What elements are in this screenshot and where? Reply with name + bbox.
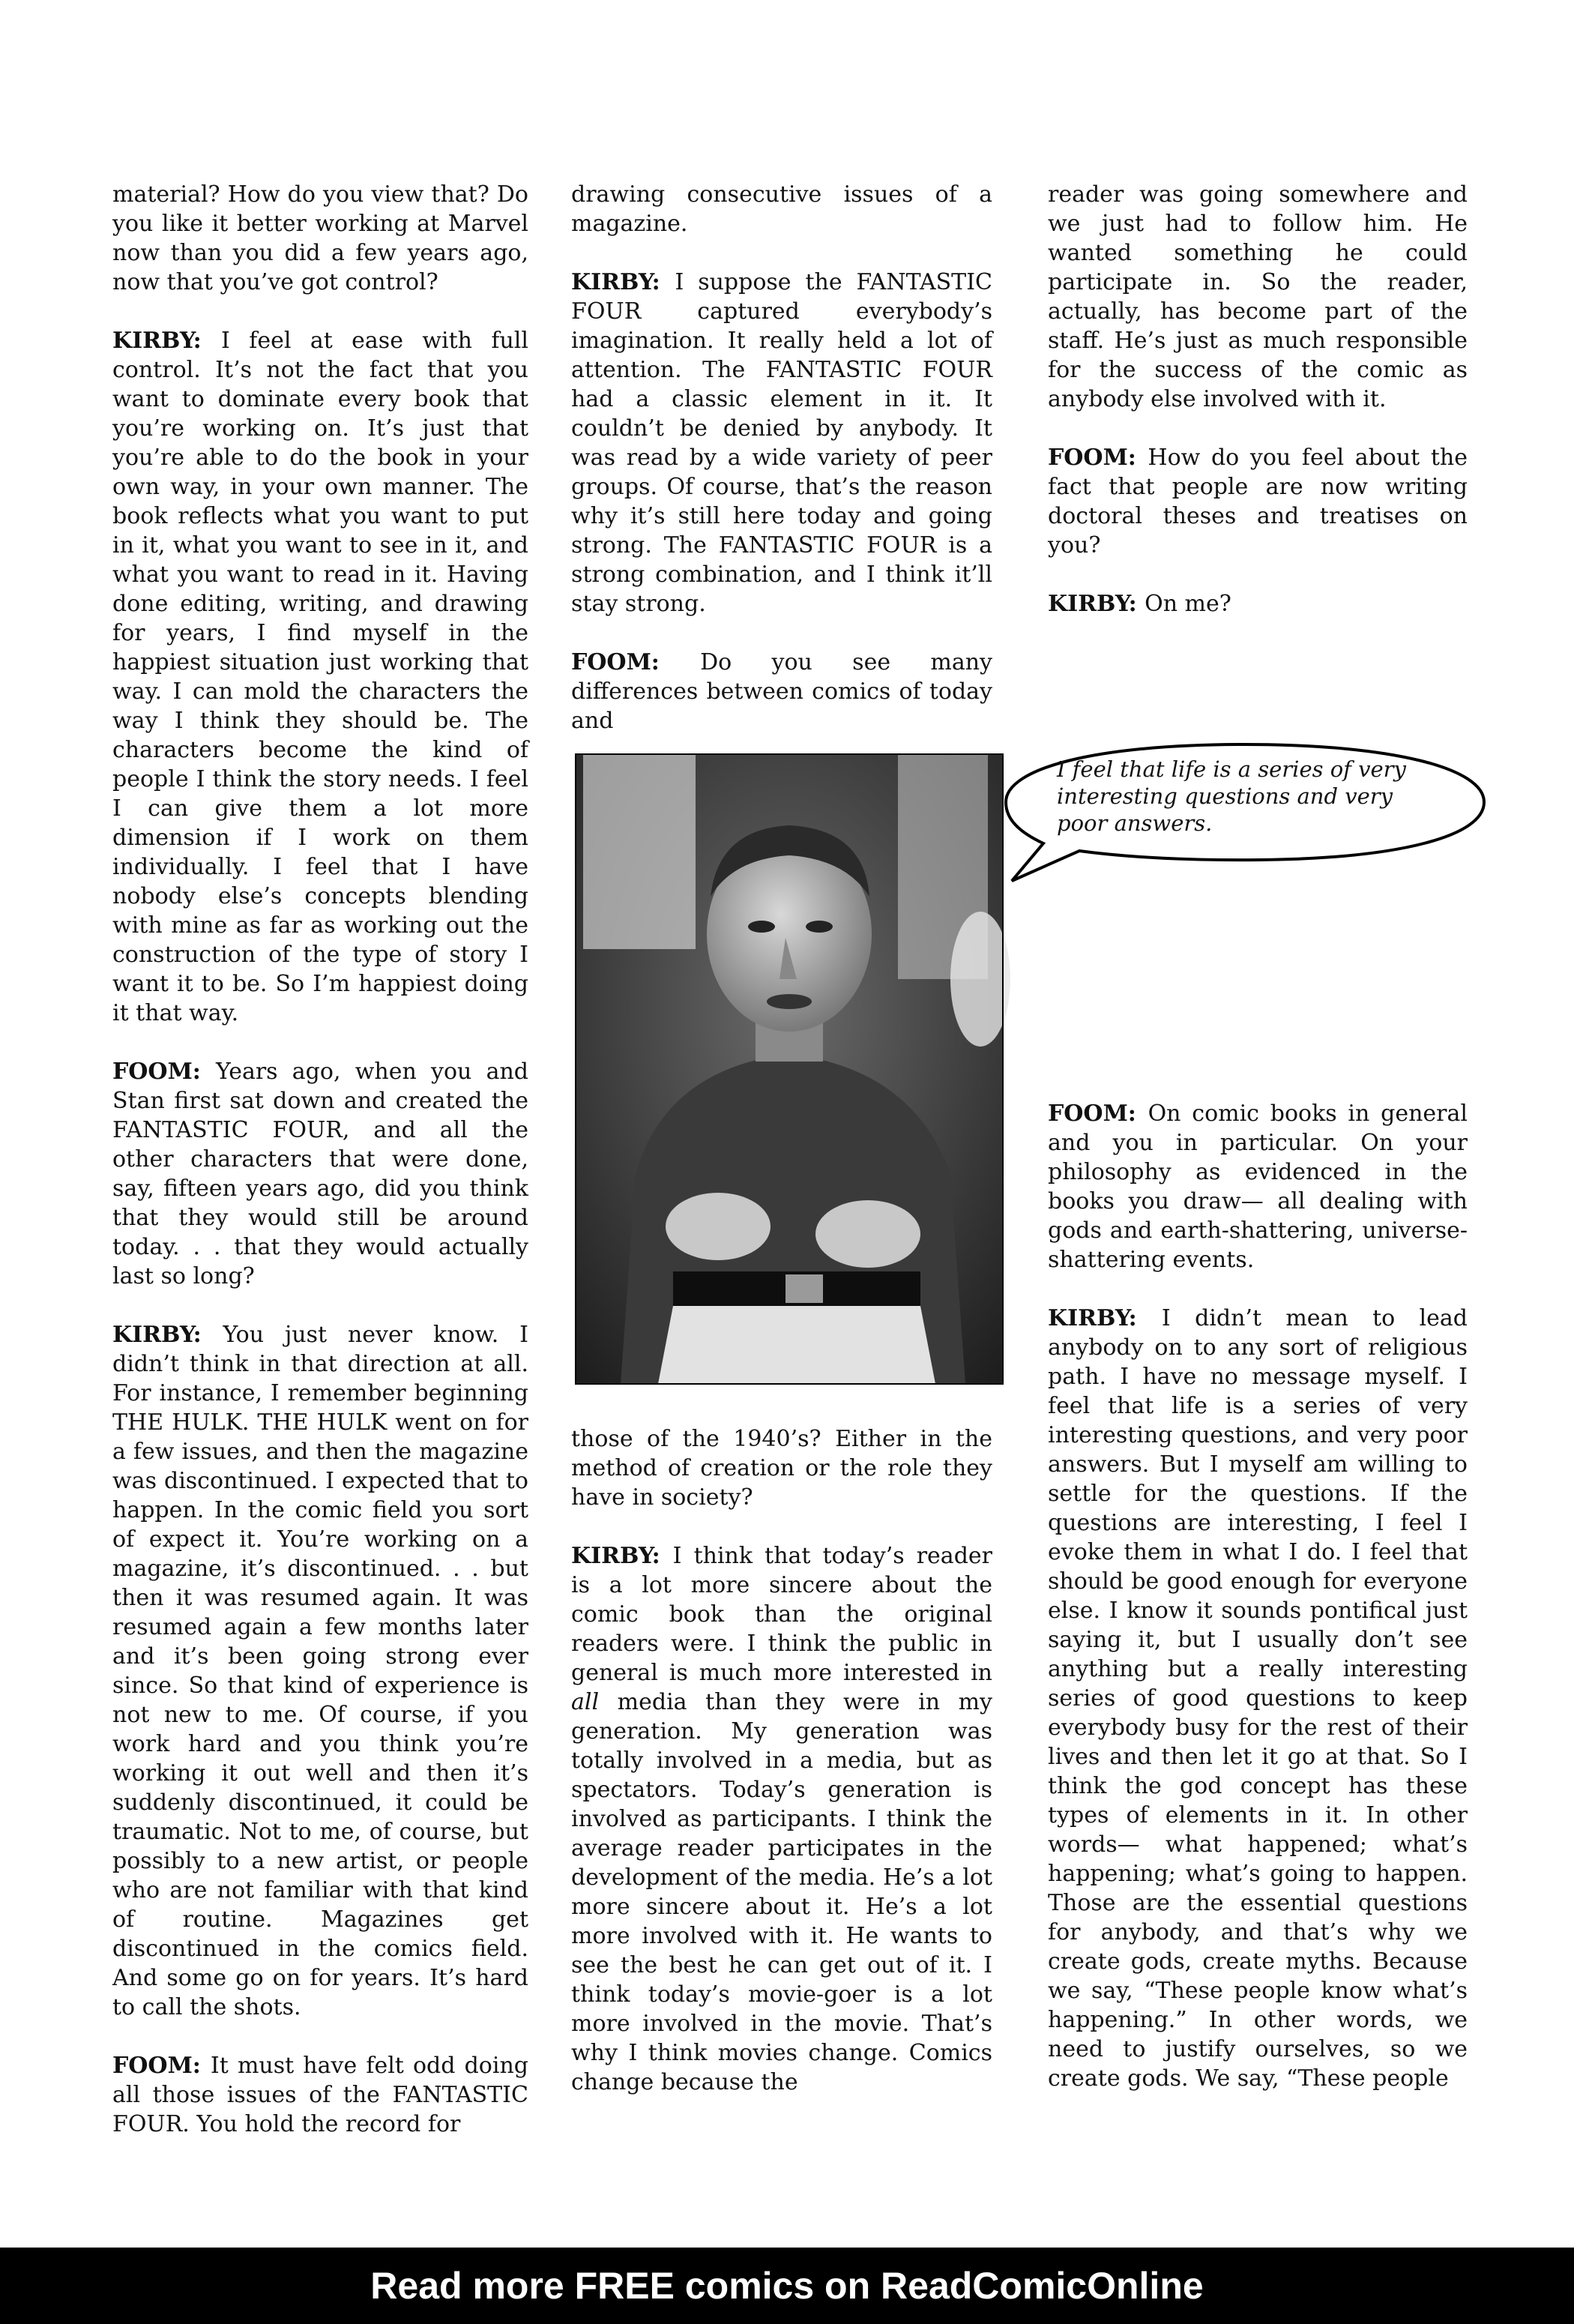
speaker-label: FOOM: <box>571 649 660 675</box>
paragraph <box>112 1057 528 1291</box>
column-2-bottom <box>571 1424 992 2095</box>
paragraph-text: I didn’t mean to lead anybody on to any sort of religious path. I have no message myself. I feel that life is a series of very interesting questions, and very poor answers. But I myself am willing to settle for the questions. If the questions are interesting, I feel I evoke them in what I do. I feel that should be good enough for everyone else. I know it sounds pontifical just saying it, but I usually don’t see anything but a really interesting series of good questions to keep everybody busy for the rest of their lives and then let it go at that. So I think the god concept has these types of elements in it. In other words— what happened; what’s happening; what’s going to happen. Those are the essential questions for anybody, and that’s why we create gods, create myths. Because we say, “These people know what’s happening.” In other words, we need to justify ourselves, so we create gods. We say, “These people <box>1048 1305 1468 2092</box>
paragraph-text: those of the 1940’s? Either in the method of creation or the role they have in society? <box>571 1426 992 1511</box>
paragraph-text: I suppose the FANTASTIC FOUR captured everybody’s imagination. It really held a lot of attention. The FANTASTIC FOUR had a classic element in it. It couldn’t be denied by anybody. It was read by a wide variety of peer groups. Of course, that’s the reason why it’s still here today and going strong. The FANTASTIC FOUR is a strong combination, and I think it’ll stay strong. <box>571 269 992 617</box>
paragraph <box>571 1424 992 1512</box>
emphasis: all <box>571 1689 600 1715</box>
paragraph <box>112 180 528 297</box>
speaker-label: KIRBY: <box>571 269 660 295</box>
paragraph <box>1048 1304 1468 2093</box>
speaker-label: KIRBY: <box>571 1543 660 1569</box>
paragraph-text: I feel at ease with full control. It’s not the fact that you want to dominate every book that you’re working on. It’s just that you’re able to do the book in your own way, in your own manner. The book reflects what you want to put in it, what you want to see in it, and what you want to read in it. Having done editing, writing, and drawing for years, I find myself in the happiest situation just working that way. I can mold the characters the way I think they should be. The characters become the kind of people I think the story needs. I feel I can give them a lot more dimension if I work on them individually. I feel that I have nobody else’s concepts blending with mine as far as working out the construction of the type of story I want it to be. So I’m happiest doing it that way. <box>112 328 528 1026</box>
speaker-label: FOOM: <box>112 2053 201 2079</box>
column-3-top <box>1048 180 1468 617</box>
paragraph <box>1048 443 1468 560</box>
paragraph-text: drawing consecutive issues of a magazine. <box>571 181 992 237</box>
paragraph <box>112 2051 528 2139</box>
speaker-label: KIRBY: <box>112 328 202 354</box>
paragraph <box>571 268 992 618</box>
paragraph <box>571 1541 992 2097</box>
paragraph-text: Years ago, when you and Stan first sat down and created the FANTASTIC FOUR, and all the other characters that were done, say, fifteen years ago, did you think that they would still be around today. . . that they would actually last so long? <box>112 1059 528 1289</box>
paragraph-text: Do you see many differences between comics of today and <box>571 649 992 734</box>
paragraph <box>571 180 992 238</box>
pull-quote: I feel that life is a series of very interesting questions and very poor answers. <box>1057 756 1406 836</box>
paragraph-text: On comic books in general and you in particular. On your philosophy as evidenced in the books you draw— all dealing with gods and earth-shattering, universe-shattering events. <box>1048 1101 1468 1273</box>
interview-photo <box>576 754 1003 1384</box>
paragraph-text: material? How do you view that? Do you like it better working at Marvel now than you did a few years ago, now that you’ve got control? <box>112 181 528 295</box>
paragraph-text: media than they were in my generation. My generation was totally involved in a media, but as spectators. Today’s generation is involved as participants. I think the average reader participates in the development of the media. He’s a lot more sincere about it. He’s a lot more involved with it. He wants to see the best he can get out of it. I think today’s movie-goer is a lot more involved in the movie. That’s why I think movies change. Comics change because the <box>571 1689 992 2095</box>
paragraph-text: How do you feel about the fact that people are now writing doctoral theses and treatises on you? <box>1048 445 1468 559</box>
speaker-label: FOOM: <box>112 1059 201 1085</box>
paragraph <box>112 1320 528 2022</box>
paragraph-text: You just never know. I didn’t think in that direction at all. For instance, I remember beginning THE HULK. THE HULK went on for a few issues, and then the magazine was discontinued. I expected that to happen. In the comic field you sort of expect it. You’re working on a magazine, it’s discontinued. . . but then it was resumed again. It was resumed again a few months later and it’s been going strong ever since. So that kind of experience is not new to me. Of course, if you work hard and you think you’re working it out well and then it’s suddenly discontinued, it could be traumatic. Not to me, of course, but possibly to a new artist, or people who are not familiar with that kind of routine. Magazines get discontinued in the comics field. And some go on for years. It’s hard to call the shots. <box>112 1322 528 2020</box>
paragraph-text: On me? <box>1145 591 1231 617</box>
paragraph <box>571 648 992 735</box>
paragraph <box>1048 1099 1468 1274</box>
column-1 <box>112 180 528 2137</box>
speaker-label: FOOM: <box>1048 1101 1136 1127</box>
speaker-label: FOOM: <box>1048 445 1136 471</box>
paragraph-text: I think that today’s reader is a lot more sincere about the comic book than the original readers were. I think the public in general is much more interested in <box>571 1543 992 1686</box>
paragraph-text: reader was going somewhere and we just had to follow him. He wanted something he could participate in. So the reader, actually, has become part of the staff. He’s just as much responsible for the success of the comic as anybody else involved with it. <box>1048 181 1468 412</box>
paragraph <box>1048 589 1468 618</box>
speaker-label: KIRBY: <box>1048 1305 1137 1331</box>
column-2-top <box>571 180 992 734</box>
paragraph <box>1048 180 1468 414</box>
paragraph-text: It must have felt odd doing all those issues of the FANTASTIC FOUR. You hold the record for <box>112 2053 528 2137</box>
speaker-label: KIRBY: <box>112 1322 202 1348</box>
footer-banner[interactable]: Read more FREE comics on ReadComicOnline <box>0 2248 1574 2324</box>
speaker-label: KIRBY: <box>1048 591 1137 617</box>
column-3-bottom <box>1048 1099 1468 2092</box>
paragraph <box>112 326 528 1028</box>
